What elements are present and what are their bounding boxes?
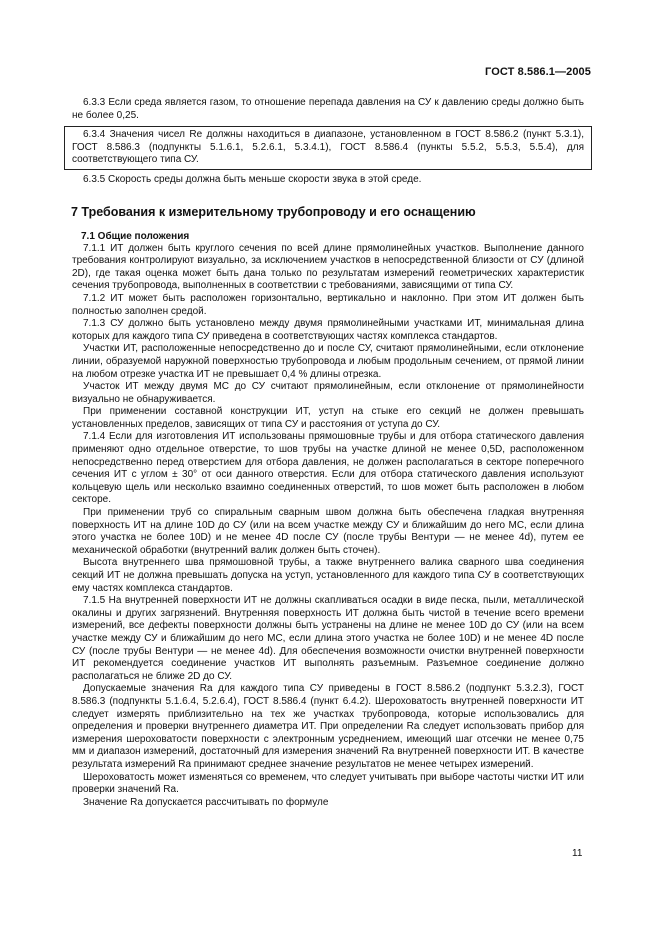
subsection-heading-7-1: 7.1 Общие положения <box>81 230 190 242</box>
paragraph-7-1-5-d: Значение Ra допускается рассчитывать по формуле <box>83 796 329 808</box>
boxed-paragraph <box>64 126 592 170</box>
page-number: 11 <box>572 848 583 859</box>
paragraph-7-1-1: 7.1.1 ИТ должен быть круглого сечения по всей длине прямолинейных участков. Выполнение данного требования контролируют визуально, за исключением участков в непосредственной близости от СУ (длиной 2D), где такая оценка может быть дана только по результатам измерений геометрических характеристик сечения трубопровода, выполненных в соответствии с требованиями, зависящими от типа СУ. <box>72 242 584 292</box>
section-heading-7: 7 Требования к измерительному трубопроводу и его оснащению <box>71 204 476 219</box>
paragraph-7-1-2: 7.1.2 ИТ может быть расположен горизонтально, вертикально и наклонно. При этом ИТ должен быть полностью заполнен средой. <box>72 292 584 317</box>
paragraph-6-3-5: 6.3.5 Скорость среды должна быть меньше скорости звука в этой среде. <box>83 173 422 185</box>
paragraph-7-1-5-b: Допускаемые значения Ra для каждого типа СУ приведены в ГОСТ 8.586.2 (подпункт 5.3.2.3), ГОСТ 8.586.3 (подпункты 5.1.6.4, 5.2.6.4), ГОСТ 8.586.4 (пункт 6.4.2). Шероховатость внутренней поверхности ИТ следует измерять приблизительно на тех же участках трубопровода, которые использовались для определения и проверки внутреннего диаметра ИТ. При определении Ra следует использовать прибор для измерения шероховатости поверхности с электронным усреднением, имеющий шаг отсечки не менее 0,75 мм и диапазон измерений, достаточный для измерения значений Ra внутренней поверхности ИТ. В качестве результата измерений Ra принимают среднее значение результатов не менее четырех измерений. <box>72 683 584 770</box>
paragraph-7-1-5: 7.1.5 На внутренней поверхности ИТ не должны скапливаться осадки в виде песка, пыли, металлической окалины и других загрязнений. Внутренняя поверхность ИТ должна быть чистой в течение всего времени измерений, все дефекты поверхности должны быть устранены на длине не менее 10D до СУ (или на всем участке между СУ и ближайшим до него МС, если длина этого участка не более 10D) и не менее 4D после СУ (после трубы Вентури — не менее 4d). Для обеспечения возможности очистки внутренней поверхности ИТ рекомендуется соединение участков ИТ выполнять разъемным. Разъемное соединение должно располагаться не ближе 2D до СУ. <box>72 595 584 682</box>
document-header: ГОСТ 8.586.1—2005 <box>485 66 591 78</box>
paragraph-7-1-3: 7.1.3 СУ должно быть установлено между двумя прямолинейными участками ИТ, минимальная длина которых для каждого типа СУ приведена в соответствующих частях комплекса стандартов. <box>72 318 584 342</box>
paragraph-7-1-3-c: Участок ИТ между двумя МС до СУ считают прямолинейным, если отклонение от прямолинейности визуально не обнаруживается. <box>72 381 584 405</box>
paragraph-7-1-3-b: Участки ИТ, расположенные непосредственно до и после СУ, считают прямолинейными, если отклонение линии, образуемой наружной поверхностью трубопровода и любым продольным сечением, от прямой линии на любом отрезке участка ИТ не превышает 0,4 % длины отрезка. <box>72 343 584 380</box>
paragraph-7-1-4-b: При применении труб со спиральным сварным швом должна быть обеспечена гладкая внутренняя поверхность ИТ на длине 10D до СУ (или на всем участке между СУ и ближайшим до него МС, если длина этого участка не более 10D) и не менее 4D после СУ (после трубы Вентури — не менее 4d), путем ее механической обработки (внутренний валик должен быть сточен). <box>72 507 584 556</box>
paragraph-7-1-5-c: Шероховатость может изменяться со временем, что следует учитывать при выборе частоты чистки ИТ или проверки значений Ra. <box>72 771 584 796</box>
paragraph-7-1-4: 7.1.4 Если для изготовления ИТ использованы прямошовные трубы и для отбора статического давления применяют одно отдельное отверстие, то шов трубы на участке длиной не менее 0,5D, расположенном непосредственно перед отверстием для отбора давления, не должен располагаться в секторе поперечного сечения ИТ с углом ± 30° от оси данного отверстия. Если для отбора статического давления используют кольцевую щель или несколько взаимно соединенных отверстий, то шов может быть расположен в любом секторе. <box>72 431 584 506</box>
paragraph-6-3-3: 6.3.3 Если среда является газом, то отношение перепада давления на СУ к давлению среды должно быть не более 0,25. <box>72 97 584 121</box>
paragraph-7-1-3-d: При применении составной конструкции ИТ, уступ на стыке его секций не должен превышать установленных пределов, зависящих от типа СУ и расстояния от уступа до СУ. <box>72 406 584 430</box>
paragraph-7-1-4-c: Высота внутреннего шва прямошовной трубы, а также внутреннего валика сварного шва соединения секций ИТ не должна превышать допуска на уступ, установленного для каждого типа СУ в соответствующих ему частях комплекса стандартов. <box>72 557 584 594</box>
document-body <box>72 97 584 809</box>
paragraph-6-3-4: 6.3.4 Значения чисел Re должны находиться в диапазоне, установленном в ГОСТ 8.586.2 (пункт 5.3.1), ГОСТ 8.586.3 (подпункты 5.1.6.1, 5.2.6.1, 5.3.4.1), ГОСТ 8.586.4 (пункты 5.5.2, 5.5.3, 5.5.4), для соответствующего типа СУ. <box>72 129 584 166</box>
